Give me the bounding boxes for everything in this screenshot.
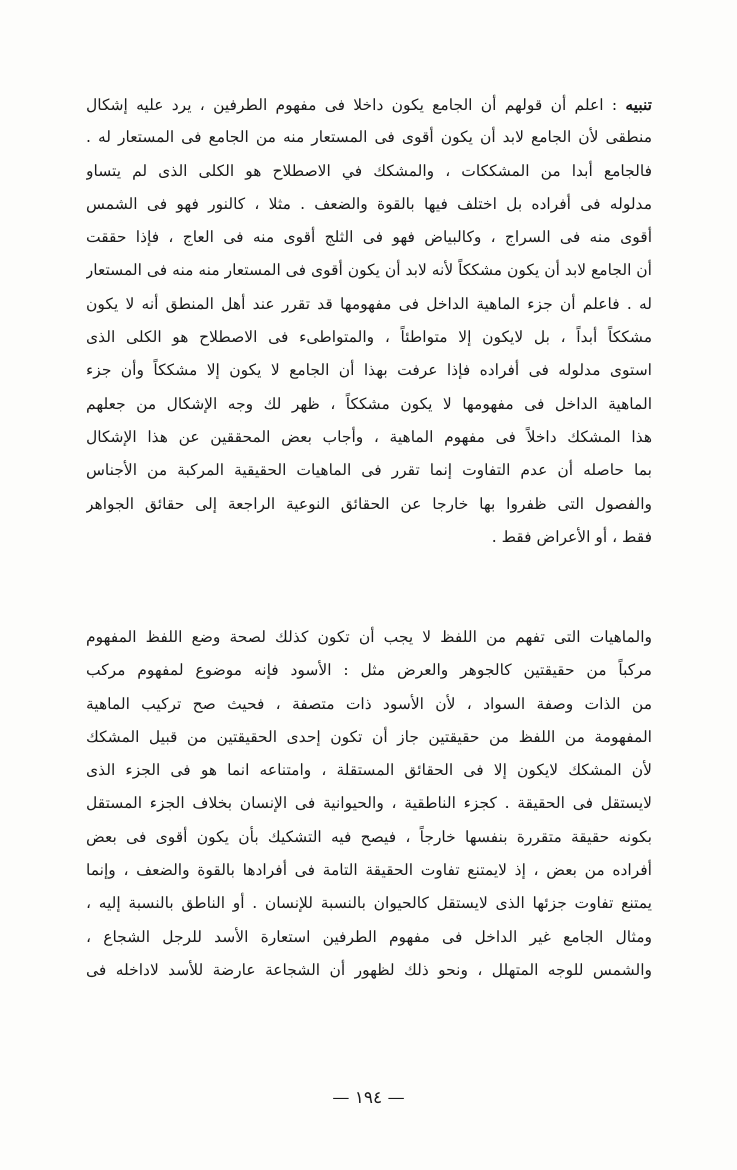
text-line: أن الجامع لابد أن يكون مشككاً لأنه لابد أن يكون أقوى فى المستعار منه منه فى المستعار [86,261,652,280]
text-line: مدلوله فى أفراده بل اختلف فيها بالقوة والضعف . مثلا ، كالنور فهو فى الشمس [86,194,652,213]
text-line: والشمس للوجه المتهلل ، ونحو ذلك لظهور أن الشجاعة عارضة للأسد لاداخله فى [86,960,652,979]
text-line: الماهية الداخل فى مفهومها لا يكون مشككاً ، ظهر لك وجه الإشكال من جعلهم [86,394,652,413]
text-line: أفراده من بعض ، إذ لايمتنع تفاوت الحقيقة التامة فى أفرادها بالقوة والضعف ، وإنما [86,861,652,880]
text-line: ومثال الجامع غير الداخل فى مفهوم الطرفين استعارة الأسد للرجل الشجاع ، [86,927,652,946]
page-number: — ١٩٤ — [332,1088,405,1108]
text-line: بكونه حقيقة متقررة بنفسها خارجاً ، فيصح فيه التشكيك بأن يكون أقوى فى بعض [86,827,652,846]
text-line: لأن المشكك لايكون إلا فى الحقائق المستقلة ، وامتناعه انما هو فى الجزء الذى [86,761,652,780]
text-line: هذا المشكك داخلاً فى مفهوم الماهية ، وأجاب بعض المحققين عن هذا الإشكال [86,427,652,446]
text-line: من الذات وصفة السواد ، لأن الأسود ذات متصفة ، فحيث صح تركيب الماهية [86,694,652,713]
text-line: أقوى منه فى السراج ، وكالبياض فهو فى الثلج أقوى منه فى العاج ، فإذا حققت [86,228,652,247]
paragraph-note [86,88,652,554]
text-line: استوى مدلوله فى أفراده فإذا عرفت بهذا أن الجامع لا يكون إلا مشككاً وأن جزء [86,361,652,380]
text-line: مشككاً أبداً ، بل لايكون إلا متواطئاً ، والمتواطىء فى الاصطلاح هو الكلى الذى [86,328,652,347]
text-line: له . فاعلم أن جزء الماهية الداخل فى مفهومها قد تقرر عند أهل المنطق أنه لا يكون [86,294,652,313]
text-line: والماهيات التى تفهم من اللفظ لا يجب أن تكون كذلك لصحة وضع اللفظ المفهوم [86,628,652,646]
text-line: المفهومة من اللفظ من حقيقتين جاز أن تكون إحدى الحقيقتين من قبيل المشكك [86,727,652,746]
text-line: منطقى لأن الجامع لابد أن يكون أقوى فى المستعار منه من الجامع فى المستعار له . [86,128,652,147]
text-line: تنبيه : اعلم أن قولهم أن الجامع يكون داخلا فى مفهوم الطرفين ، يرد عليه إشكال [86,95,652,114]
text-line: لايستقل فى الحقيقة . كجزء الناطقية ، والحيوانية فى الإنسان بخلاف الجزء المستقل [86,794,652,813]
paragraph-body [86,621,652,987]
text-line: يمتنع تفاوت جزئها الذى لايستقل كالحيوان بالنسبة للإنسان . أو الناطق بالنسبة إليه ، [86,894,652,913]
text-line: فالجامع أبدا من المشككات ، والمشكك في الاصطلاح هو الكلى الذى لم يتساو [86,161,652,180]
text-line: بما حاصله أن عدم التفاوت إنما تقرر فى الماهيات الحقيقية المركبة من الأجناس [86,461,652,480]
text-line: مركباً من حقيقتين كالجوهر والعرض مثل : الأسود فإنه موضوع لمفهوم مركب [86,661,652,680]
text-line: والفصول التى ظفروا بها خارجا عن الحقائق النوعية الراجعة إلى حقائق الجواهر [86,494,652,513]
note-heading: تنبيه [625,95,652,114]
text-line: فقط ، أو الأعراض فقط . [491,527,652,546]
